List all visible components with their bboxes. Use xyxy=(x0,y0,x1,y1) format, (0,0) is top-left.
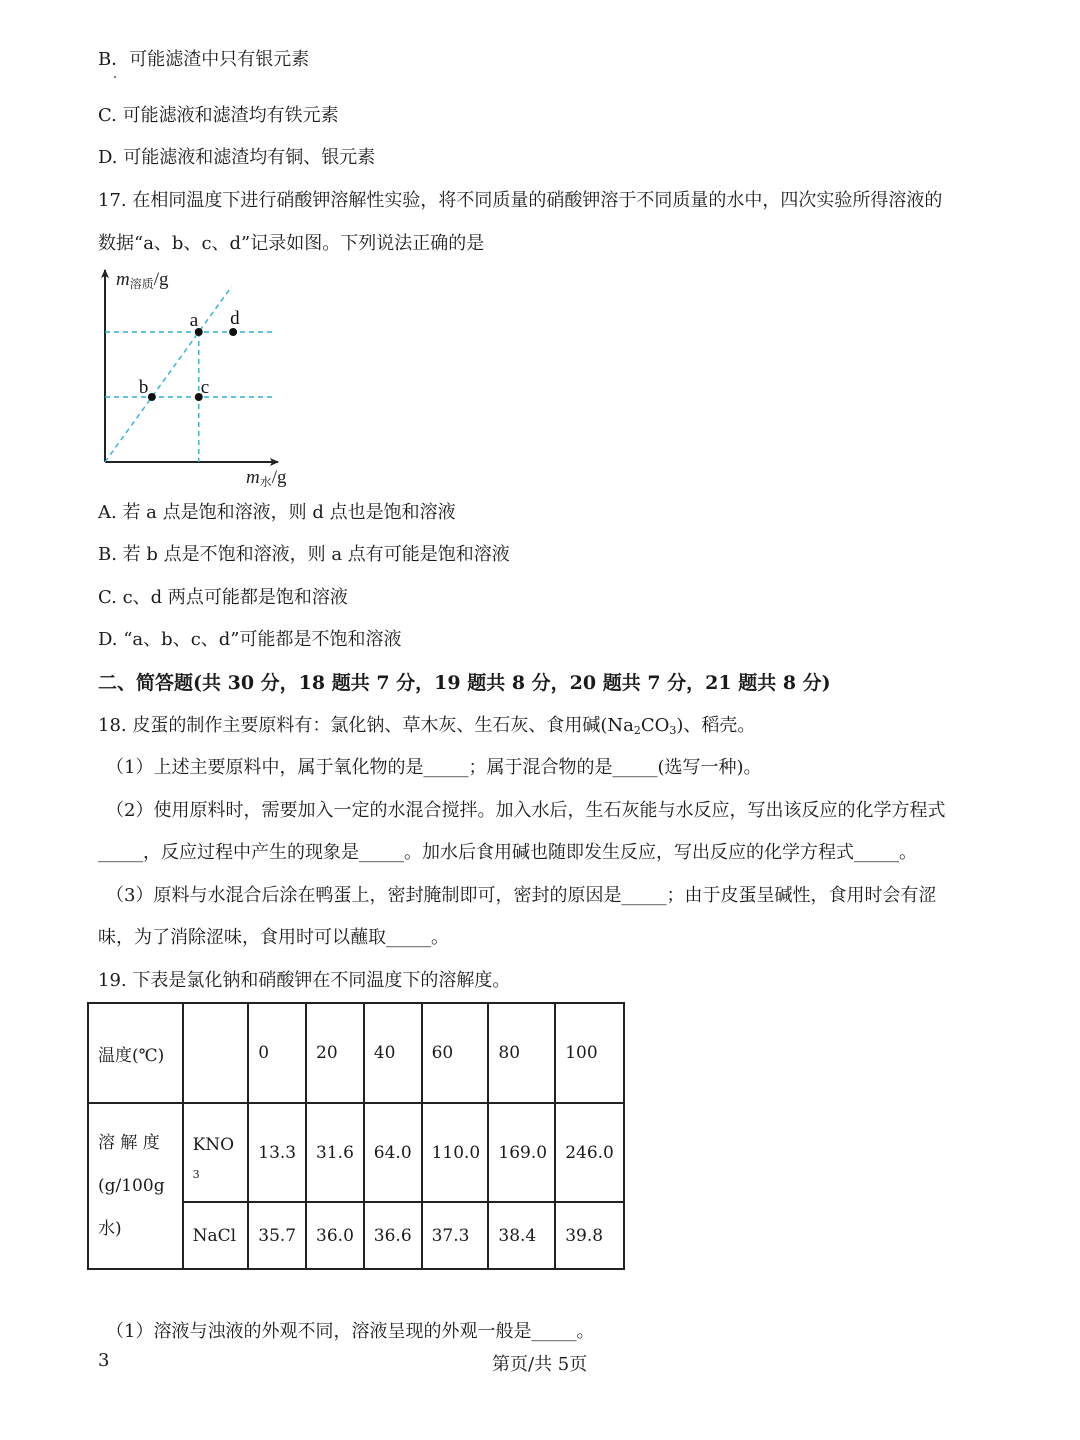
temp-label-cell: 温度(℃) xyxy=(88,1003,183,1103)
nacl-value-cell: 36.6 xyxy=(364,1202,422,1269)
temp-cell: 0 xyxy=(248,1003,306,1103)
nacl-value-cell: 37.3 xyxy=(422,1202,489,1269)
q17-option-b: B. 若 b 点是不饱和溶液，则 a 点有可能是饱和溶液 xyxy=(98,544,510,565)
data-points xyxy=(139,308,240,401)
kno3-name-cell: KNO 3 xyxy=(183,1103,249,1202)
nacl-value-cell: 38.4 xyxy=(488,1202,555,1269)
q18-part2-line2: _____，反应过程中产生的现象是_____。加水后食用碱也随即发生反应，写出反应的化学方程式_____。 xyxy=(98,842,917,863)
temp-cell: 40 xyxy=(364,1003,422,1103)
nacl-value-cell: 39.8 xyxy=(555,1202,624,1269)
point-label-b: b xyxy=(138,377,149,398)
footer-page-number: 3 xyxy=(98,1350,110,1371)
q19-part1: （1）溶液与浊液的外观不同，溶液呈现的外观一般是_____。 xyxy=(106,1321,595,1342)
data-point-b xyxy=(148,393,156,401)
point-label-d: d xyxy=(230,308,240,329)
stray-dot xyxy=(114,76,116,78)
kno3-value-cell: 110.0 xyxy=(422,1103,489,1202)
x-axis-label: m水/g xyxy=(246,467,287,489)
q17-option-c: C. c、d 两点可能都是饱和溶液 xyxy=(98,587,348,608)
temp-cell: 80 xyxy=(488,1003,555,1103)
temp-cell: 100 xyxy=(555,1003,624,1103)
nacl-name-cell: NaCl xyxy=(183,1202,249,1269)
q16-option-c: C. 可能滤液和滤渣均有铁元素 xyxy=(98,105,339,126)
q17-option-d: D. “a、b、c、d”可能都是不饱和溶液 xyxy=(98,629,402,650)
temp-cell: 60 xyxy=(422,1003,489,1103)
empty-header-cell xyxy=(183,1003,249,1103)
q17-stem-line2: 数据“a、b、c、d”记录如图。下列说法正确的是 xyxy=(98,233,485,254)
solubility-scatter-chart xyxy=(96,262,306,494)
q18-stem: 18. 皮蛋的制作主要原料有：氯化钠、草木灰、生石灰、食用碱$(Na_2CO_3)$、稻壳。 xyxy=(98,715,756,737)
q16-option-b: B．可能滤渣中只有银元素 xyxy=(98,49,310,70)
nacl-value-cell: 36.0 xyxy=(306,1202,364,1269)
y-axis-label: m溶质/g xyxy=(116,269,169,291)
footer-page-label: 第页/共 5页 xyxy=(492,1354,588,1375)
kno3-value-cell: 64.0 xyxy=(364,1103,422,1202)
solubility-table xyxy=(87,1002,625,1270)
q16-option-d: D. 可能滤液和滤渣均有铜、银元素 xyxy=(98,147,376,168)
table-row-temperature xyxy=(88,1003,624,1103)
kno3-value-cell: 169.0 xyxy=(488,1103,555,1202)
kno3-value-cell: 13.3 xyxy=(248,1103,306,1202)
table-row-kno3 xyxy=(88,1103,624,1202)
kno3-value-cell: 31.6 xyxy=(306,1103,364,1202)
saturation-line xyxy=(105,287,232,462)
q17-stem-line1: 17. 在相同温度下进行硝酸钾溶解性实验，将不同质量的硝酸钾溶于不同质量的水中，四次实验所得溶液的 xyxy=(98,190,943,211)
solubility-label-cell: 溶 解 度 (g/100g 水) xyxy=(88,1103,183,1269)
q17-option-a: A. 若 a 点是饱和溶液，则 d 点也是饱和溶液 xyxy=(98,502,456,523)
q18-part2-line1: （2）使用原料时，需要加入一定的水混合搅拌。加入水后，生石灰能与水反应，写出该反应的化学方程式 xyxy=(106,800,946,821)
nacl-value-cell: 35.7 xyxy=(248,1202,306,1269)
point-label-c: c xyxy=(200,377,210,398)
q19-stem: 19. 下表是氯化钠和硝酸钾在不同温度下的溶解度。 xyxy=(98,970,511,991)
section2-heading: 二、简答题(共 30 分，18 题共 7 分，19 题共 8 分，20 题共 7 分，21 题共 8 分) xyxy=(98,672,831,694)
temp-cell: 20 xyxy=(306,1003,364,1103)
point-label-a: a xyxy=(189,310,199,331)
data-point-d xyxy=(229,328,237,336)
q18-part3-line1: （3）原料与水混合后涂在鸭蛋上，密封腌制即可，密封的原因是_____；由于皮蛋呈碱性，食用时会有涩 xyxy=(106,885,937,906)
kno3-value-cell: 246.0 xyxy=(555,1103,624,1202)
q18-part3-line2: 味，为了消除涩味，食用时可以蘸取_____。 xyxy=(98,927,449,948)
q18-part1: （1）上述主要原料中，属于氧化物的是_____；属于混合物的是_____(选写一种)。 xyxy=(106,757,762,778)
